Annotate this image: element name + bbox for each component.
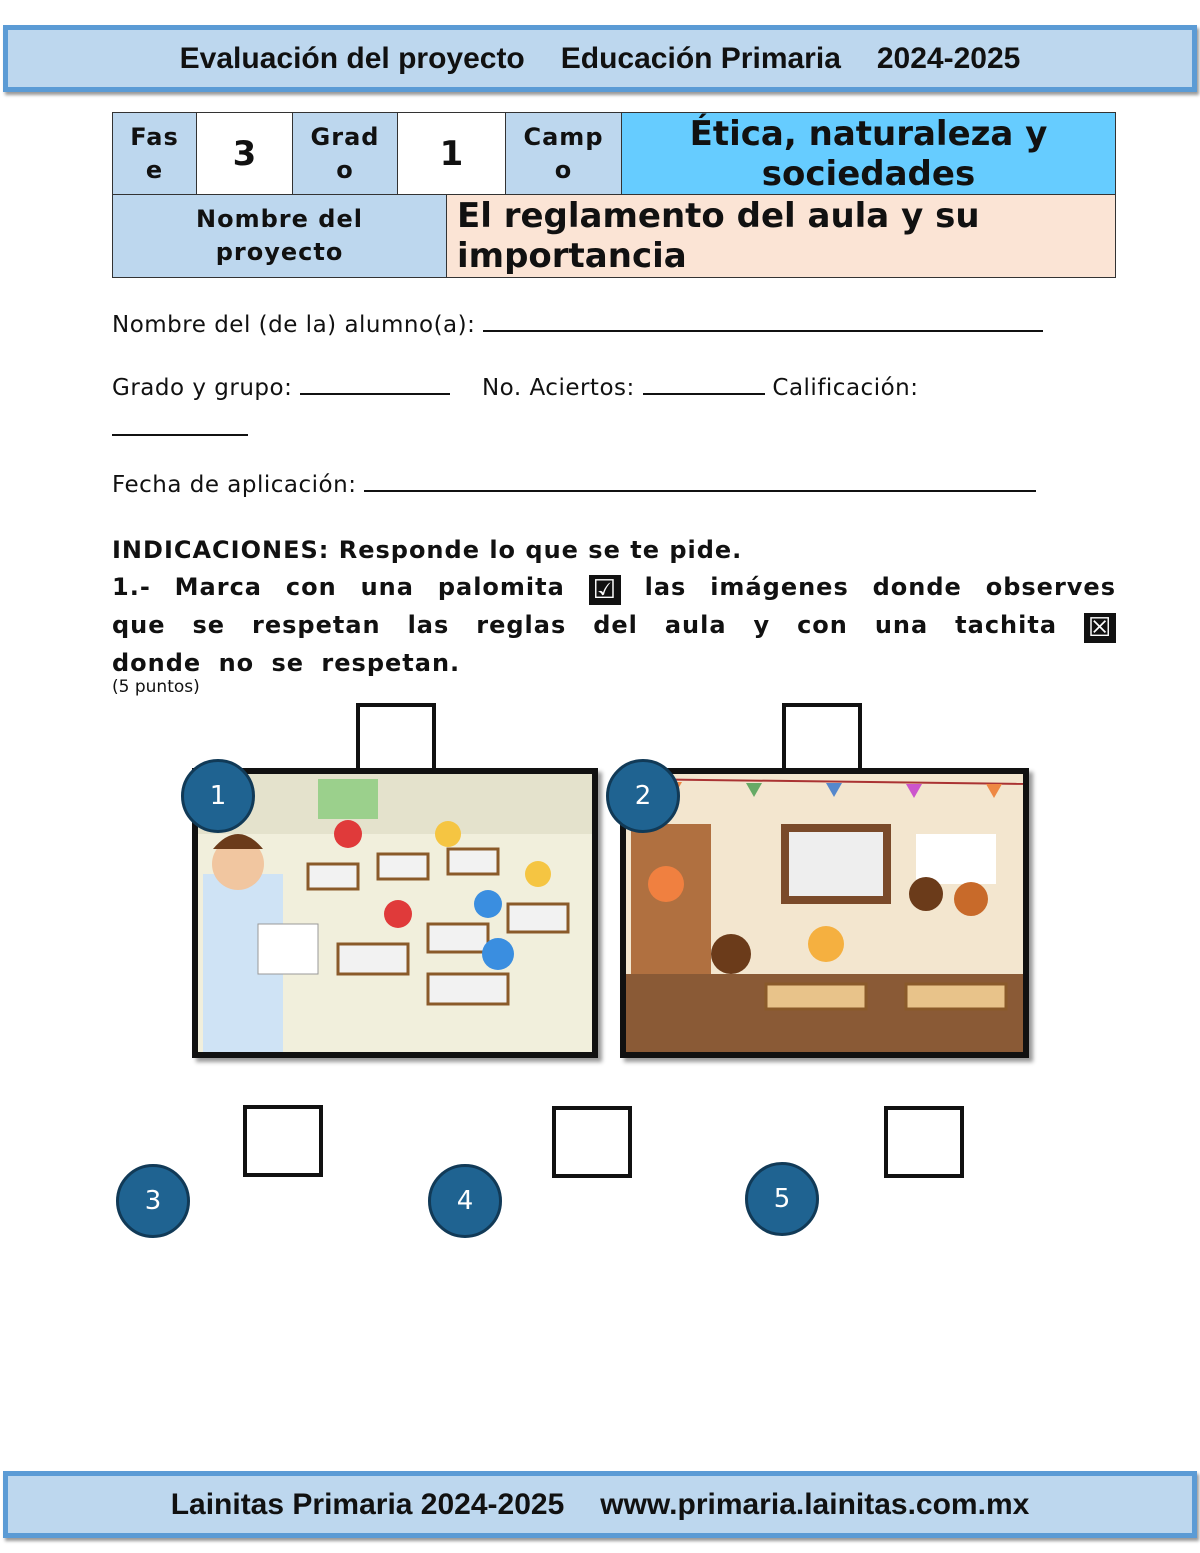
student-name-line [112,312,1043,338]
q1-text-c: donde no se respetan. [112,649,461,677]
points: (5 puntos) [112,677,200,697]
header-year: 2024-2025 [876,41,1021,75]
instructions-heading: INDICACIONES: Responde lo que se te pide. [112,536,743,564]
answer-box-1[interactable] [356,703,436,773]
grade-line [112,375,919,401]
question-1 [112,568,1116,682]
cross-icon: ☒ [1084,613,1116,643]
calificacion-field[interactable] [112,416,248,436]
header-level: Educación Primaria [560,41,841,75]
campo-value: Ética, naturaleza y sociedades [621,112,1116,195]
classroom-disorderly-illustration [626,774,1029,1058]
aciertos-label: No. Aciertos: [481,375,635,401]
item-number-3: 3 [116,1164,190,1238]
item-number-1: 1 [181,759,255,833]
nombre-label: Nombre del proyecto [112,194,447,278]
q1-text-b: las imágenes donde observes que se respetan las reglas del aula y con una tachita [112,573,1116,639]
footer-text: Lainitas Primaria 2024-2025 [170,1487,565,1521]
footer-banner [3,1471,1197,1538]
date-line [112,472,1036,498]
nombre-value: El reglamento del aula y su importancia [446,194,1116,278]
grupo-label: Grado y grupo: [112,375,293,401]
student-name-field[interactable] [483,312,1043,332]
grado-label: Grad o [292,112,398,195]
footer-url[interactable]: www.primaria.lainitas.com.mx [600,1487,1030,1521]
header-banner [3,25,1197,92]
calificacion-label: Calificación: [772,375,919,401]
student-name-label: Nombre del (de la) alumno(a): [112,312,476,338]
answer-box-5[interactable] [884,1106,964,1178]
item-number-5: 5 [745,1162,819,1236]
fecha-field[interactable] [364,472,1036,492]
grado-value: 1 [397,112,506,195]
image-classroom-orderly [192,768,598,1058]
answer-box-3[interactable] [243,1105,323,1177]
campo-label: Camp o [505,112,622,195]
fase-label: Fas e [112,112,197,195]
q1-text-a: 1.- Marca con una palomita [112,573,565,601]
aciertos-field[interactable] [643,375,765,395]
image-classroom-disorderly [620,768,1029,1058]
classroom-orderly-illustration [198,774,598,1058]
header-title: Evaluación del proyecto [179,41,525,75]
item-number-4: 4 [428,1164,502,1238]
answer-box-4[interactable] [552,1106,632,1178]
fecha-label: Fecha de aplicación: [112,472,357,498]
item-number-2: 2 [606,759,680,833]
answer-box-2[interactable] [782,703,862,773]
fase-value: 3 [196,112,293,195]
grupo-field[interactable] [300,375,450,395]
check-icon: ☑ [589,575,621,605]
